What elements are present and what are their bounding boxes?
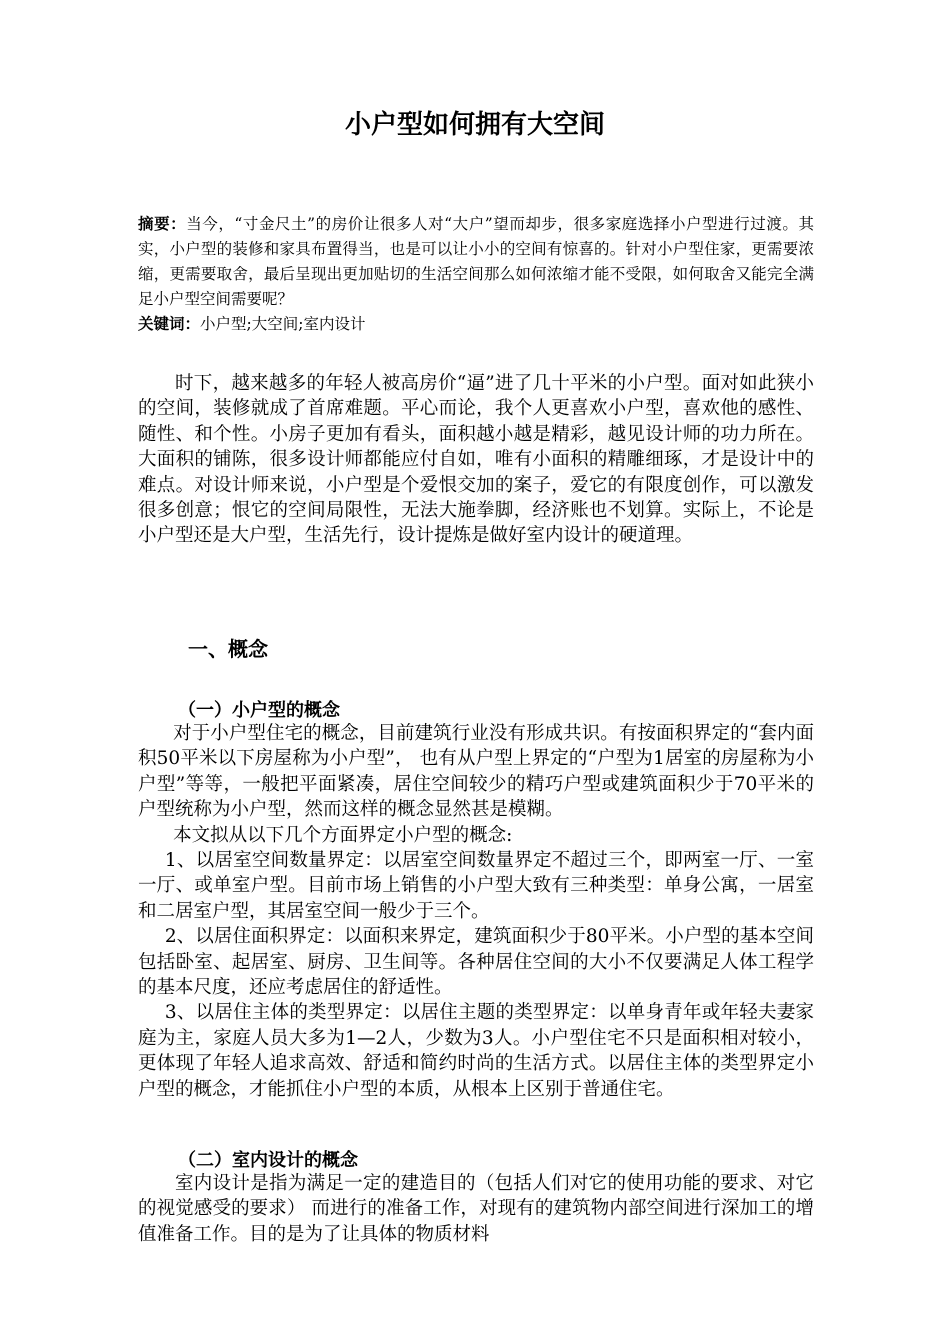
- definition-item-3: 3、以居住主体的类型界定：以居住主题的类型界定：以单身青年或年轻夫妻家庭为主，家庭人员大多为1—2人，少数为3人。小户型住宅不只是面积相对较小，更体现了年轻人追求高效、舒适和简约时尚的生活方式。以居住主体的类型界定小户型的概念，才能抓住小户型的本质，从根本上区别于普通住宅。: [138, 1002, 814, 1100]
- keywords-line: [138, 312, 814, 337]
- page-title: 小户型如何拥有大空间: [344, 110, 605, 140]
- subsection2-body: [138, 1171, 814, 1247]
- abstract-block: [138, 212, 814, 337]
- keywords-text: 小户型;大空间;室内设计: [200, 315, 366, 333]
- definition-item-1: 1、以居室空间数量界定：以居室空间数量界定不超过三个，即两室一厅、一室一厅、或单室户型。目前市场上销售的小户型大致有三种类型：单身公寓，一居室和二居室户型，其居室空间一般少于三个。: [138, 850, 814, 922]
- subsection1-paragraph: 对于小户型住宅的概念，目前建筑行业没有形成共识。有按面积界定的“套内面积50平米以下房屋称为小户型”， 也有从户型上界定的“户型为1居室的房屋称为小户型”等等，一般把平面紧凑，居住空间较少的精巧户型或建筑面积少于70平米的户型统称为小户型，然而这样的概念显然甚是模糊。: [138, 723, 814, 821]
- subsection-heading-small-apartment: （一）小户型的概念: [178, 700, 340, 721]
- section-heading-concept: 一、概念: [188, 637, 268, 661]
- definition-item-2: 2、以居住面积界定：以面积来界定，建筑面积少于80平米。小户型的基本空间包括卧室、起居室、厨房、卫生间等。各种居住空间的大小不仅要满足人体工程学的基本尺度，还应考虑居住的舒适性。: [138, 926, 814, 999]
- abstract-paragraph: [138, 212, 814, 312]
- subsection2-paragraph: 室内设计是指为满足一定的建造目的（包括人们对它的使用功能的要求、对它的视觉感受的要求） 而进行的准备工作，对现有的建筑物内部空间进行深加工的增值准备工作。目的是为了让具体的物质材料: [138, 1173, 814, 1245]
- intro-paragraph: 时下，越来越多的年轻人被高房价“逼”进了几十平米的小户型。面对如此狭小的空间，装修就成了首席难题。平心而论，我个人更喜欢小户型，喜欢他的感性、随性、和个性。小房子更加有看头，面积越小越是精彩，越见设计师的功力所在。大面积的铺陈，很多设计师都能应付自如，唯有小面积的精雕细琢，才是设计中的难点。对设计师来说，小户型是个爱恨交加的案子，爱它的有限度创作，可以激发很多创意；恨它的空间局限性，无法大施拳脚，经济账也不划算。实际上，不论是小户型还是大户型，生活先行，设计提炼是做好室内设计的硬道理。: [138, 373, 814, 547]
- keywords-label: 关键词：: [138, 315, 201, 333]
- abstract-label: 摘要：: [138, 215, 187, 233]
- intro-block: [138, 371, 814, 549]
- subsection1-body: [138, 721, 814, 1102]
- abstract-text: 当今，“寸金尺土”的房价让很多人对“大户”望而却步，很多家庭选择小户型进行过渡。其实，小户型的装修和家具布置得当，也是可以让小小的空间有惊喜的。针对小户型住家，更需要浓缩，更需要取舍，最后呈现出更加贴切的生活空间那么如何浓缩才能不受限，如何取舍又能完全满足小户型空间需要呢？: [138, 215, 814, 308]
- subsection1-intro-line: 本文拟从以下几个方面界定小户型的概念:: [173, 824, 513, 846]
- subsection-heading-interior-design: （二）室内设计的概念: [178, 1150, 358, 1171]
